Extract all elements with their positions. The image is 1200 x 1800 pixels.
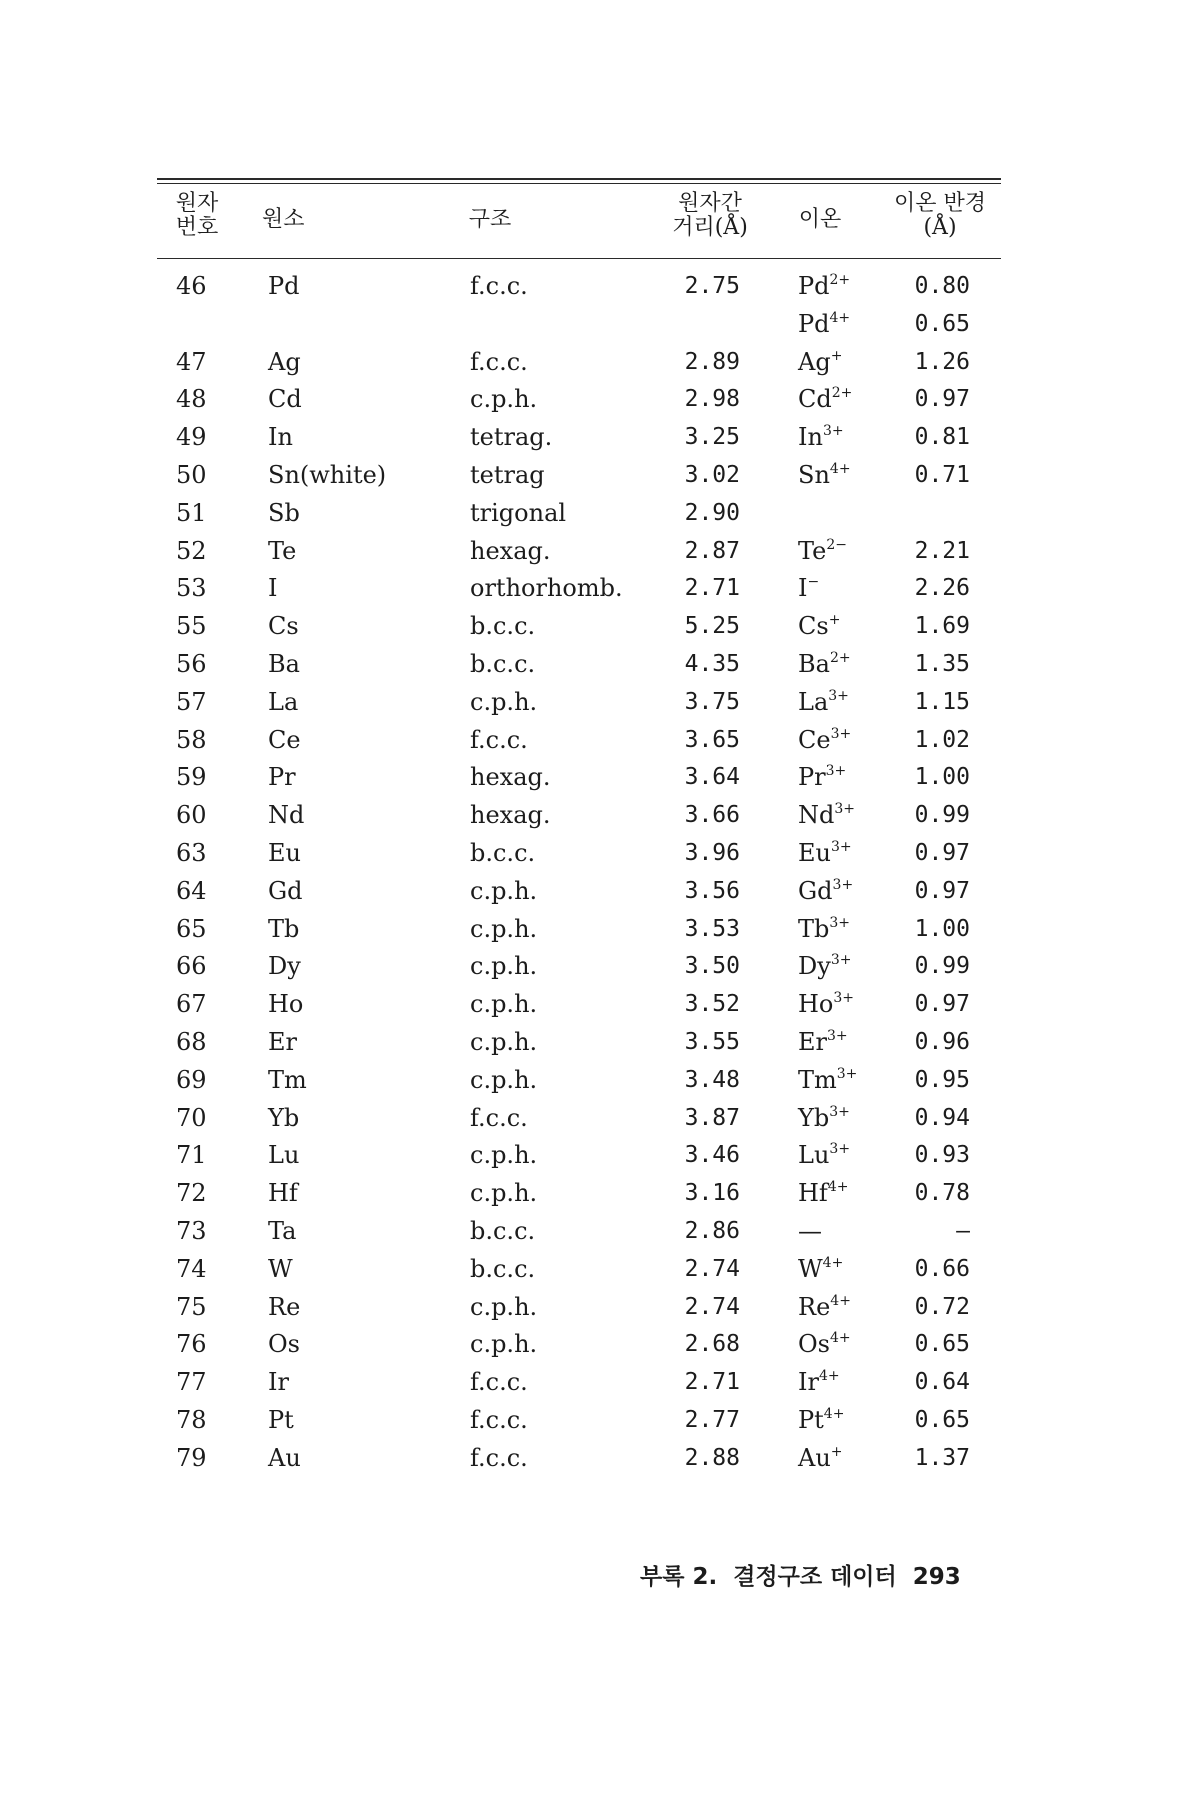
distance-cell: 2.71 [684,575,740,602]
radius-cell: 0.78 [914,1180,970,1207]
ion-cell: $Pd^{2+}$ [798,272,851,300]
ion-cell: Ag+ [798,347,843,376]
header-interatomic-distance: 원자간 거리(Å) [672,191,748,240]
structure-cell: f.c.c. [470,1443,528,1472]
atomic-number-cell: 52 [176,536,207,565]
ion-cell: $Yb^{3+}$ [798,1103,850,1132]
table-row [0,722,1200,760]
header-atomic-number: 원자 번호 [175,191,219,240]
radius-cell: 0.96 [914,1028,970,1055]
ion-cell: $In^{3+}$ [798,423,844,452]
distance-cell: 3.46 [684,1142,740,1169]
ion-charge: 3+ [830,725,852,742]
table-row [0,1062,1200,1100]
radius-cell: 2.21 [914,537,970,564]
table-row [0,608,1200,646]
table-row [0,419,1200,457]
atomic-number-cell: 69 [176,1065,207,1094]
distance-cell: 3.96 [684,839,740,866]
element-cell: Te [268,536,297,565]
structure-cell: hexag. [470,801,551,830]
distance-cell: 2.87 [684,537,740,564]
radius-cell: 0.95 [914,1066,970,1093]
table-row [0,1326,1200,1364]
ion-charge: + [830,347,843,364]
distance-cell: 2.68 [684,1331,740,1358]
table-row [0,344,1200,382]
element-cell: Hf [268,1179,298,1208]
structure-cell: c.p.h. [470,1027,538,1056]
ion-charge: 2+ [829,272,851,288]
ion-cell: $Ce^{3+}$ [798,725,852,754]
element-cell: In [268,423,293,452]
table-row [0,570,1200,608]
radius-cell: 0.94 [914,1104,970,1131]
ion-cell: $Ho^{3+}$ [798,990,855,1019]
radius-cell: 0.71 [914,461,970,488]
ion-charge: 3+ [832,876,854,893]
ion-cell: — [798,1216,822,1245]
atomic-number-cell: 57 [176,687,207,716]
ion-cell: $Eu^{3+}$ [798,838,852,867]
ion-cell: $Pd^{4+}$ [798,309,851,338]
element-cell: Pd [268,272,300,300]
ion-charge: 2+ [831,385,853,402]
table-row [0,759,1200,797]
ion-cell: $Pr^{3+}$ [798,763,847,792]
distance-cell: 3.02 [684,461,740,488]
atomic-number-cell: 76 [176,1330,207,1359]
ion-charge: 3+ [825,763,847,780]
table-row [0,306,1200,344]
distance-cell: 3.64 [684,764,740,791]
radius-cell: 0.65 [914,1331,970,1358]
distance-cell: 2.74 [684,1255,740,1282]
table-row [0,1402,1200,1440]
structure-cell: c.p.h. [470,876,538,905]
ion-charge: 3+ [829,1103,850,1120]
ion-cell: $La^{3+}$ [798,687,849,716]
atomic-number-cell: 67 [176,990,207,1019]
element-cell: Ce [268,725,301,754]
structure-cell: c.p.h. [470,385,538,414]
distance-cell: 3.25 [684,424,740,451]
radius-cell: 0.65 [914,310,970,337]
atomic-number-cell: 79 [176,1443,207,1472]
radius-cell: 1.35 [914,650,970,677]
ion-charge: 3+ [833,990,855,1007]
element-cell: Pt [268,1405,294,1434]
structure-cell: f.c.c. [470,272,528,300]
ion-cell: $Sn^{4+}$ [798,460,851,489]
radius-cell: 1.02 [914,726,970,753]
element-cell: Ir [268,1368,289,1397]
header-element: 원소 [262,207,305,232]
table-row [0,1289,1200,1327]
distance-cell: 3.52 [684,991,740,1018]
ion-charge: 4+ [829,309,851,326]
ion-charge: 2+ [829,649,851,666]
structure-cell: c.p.h. [470,1179,538,1208]
element-cell: Er [268,1027,297,1056]
atomic-number-cell: 75 [176,1292,207,1321]
header-bottom-rule [157,258,1001,259]
radius-cell: 1.37 [914,1444,970,1471]
element-cell: Cd [268,385,302,414]
distance-cell: 4.35 [684,650,740,677]
radius-cell: 0.97 [914,839,970,866]
atomic-number-cell: 64 [176,876,207,905]
radius-cell: 1.00 [914,915,970,942]
atomic-number-cell: 59 [176,763,207,792]
ion-cell: $Re^{4+}$ [798,1292,851,1321]
radius-cell: 0.97 [914,877,970,904]
distance-cell: 3.75 [684,688,740,715]
distance-cell: 3.65 [684,726,740,753]
element-cell: Tb [268,914,300,943]
structure-cell: b.c.c. [470,612,536,641]
structure-cell: f.c.c. [470,1405,528,1434]
page-footer [640,1558,1000,1591]
table-row [0,495,1200,533]
distance-cell: 2.89 [684,348,740,375]
atomic-number-cell: 53 [176,574,207,603]
distance-cell: 3.50 [684,953,740,980]
structure-cell: c.p.h. [470,952,538,981]
distance-cell: 2.77 [684,1406,740,1433]
structure-cell: c.p.h. [470,687,538,716]
atomic-number-cell: 71 [176,1141,207,1170]
ion-cell: $Ir^{4+}$ [798,1368,840,1397]
element-cell: Lu [268,1141,300,1170]
ion-charge: 4+ [818,1368,840,1385]
structure-cell: c.p.h. [470,1292,538,1321]
ion-charge: 4+ [829,460,851,477]
structure-cell: b.c.c. [470,1216,536,1245]
radius-cell: 1.00 [914,764,970,791]
element-cell: Ba [268,649,300,678]
ion-cell: $Er^{3+}$ [798,1027,848,1056]
radius-cell: 0.65 [914,1406,970,1433]
distance-cell: 2.71 [684,1369,740,1396]
distance-cell: 3.53 [684,915,740,942]
table-row [0,835,1200,873]
radius-cell: 1.15 [914,688,970,715]
element-cell: Sn(white) [268,460,387,489]
element-cell: Sb [268,498,300,527]
ion-charge: + [828,612,841,629]
structure-cell: c.p.h. [470,990,538,1019]
footer-title: 결정구조 데이터 [733,1564,897,1590]
structure-cell: f.c.c. [470,725,528,754]
radius-cell: 0.80 [914,273,970,299]
header-ionic-radius: 이온 반경 (Å) [893,191,986,240]
structure-cell: b.c.c. [470,649,536,678]
ion-cell: $Hf^{4+}$ [798,1179,849,1208]
table-row [0,1440,1200,1478]
ion-charge: 2− [826,536,847,553]
radius-cell: 0.99 [914,953,970,980]
distance-cell: 2.88 [684,1444,740,1471]
radius-cell: 0.81 [914,424,970,451]
structure-cell: f.c.c. [470,1368,528,1397]
atomic-number-cell: 70 [176,1103,207,1132]
ion-cell: $Gd^{3+}$ [798,876,854,905]
ion-cell: $Ba^{2+}$ [798,649,851,678]
radius-cell: — [956,1217,970,1244]
page-number: 293 [912,1564,961,1590]
radius-cell: 0.97 [914,386,970,413]
atomic-number-cell: 73 [176,1216,207,1245]
structure-cell: orthorhomb. [470,574,623,603]
distance-cell: 3.16 [684,1180,740,1207]
table-row [0,1251,1200,1289]
distance-cell: 3.87 [684,1104,740,1131]
ion-charge: 4+ [830,1292,851,1309]
radius-cell: 0.97 [914,991,970,1018]
ion-charge: 3+ [822,423,844,440]
atomic-number-cell: 47 [176,347,207,376]
structure-cell: c.p.h. [470,1330,538,1359]
atomic-number-cell: 65 [176,914,207,943]
header-structure: 구조 [468,207,512,232]
element-cell: La [268,687,299,716]
radius-cell: 1.26 [914,348,970,375]
structure-cell: f.c.c. [470,347,528,376]
element-cell: Cs [268,612,299,641]
structure-cell: b.c.c. [470,838,536,867]
structure-cell: hexag. [470,536,551,565]
element-cell: Yb [268,1103,300,1132]
ion-cell: $Tb^{3+}$ [798,914,851,943]
element-cell: W [268,1254,293,1283]
radius-cell: 1.69 [914,613,970,640]
table-row [0,381,1200,419]
ion-cell: $Cd^{2+}$ [798,385,853,414]
distance-cell: 3.48 [684,1066,740,1093]
ion-charge: 3+ [828,687,849,704]
structure-cell: hexag. [470,763,551,792]
atomic-number-cell: 77 [176,1368,207,1397]
footer-section: 부록 2. [640,1564,718,1590]
table-row [0,1175,1200,1213]
ion-charge: 4+ [827,1179,849,1196]
table-top-rule [157,178,1001,180]
distance-cell: 3.55 [684,1028,740,1055]
distance-cell: 5.25 [684,613,740,640]
atomic-number-cell: 78 [176,1405,207,1434]
table-row [0,1364,1200,1402]
structure-cell: c.p.h. [470,1141,538,1170]
structure-cell: b.c.c. [470,1254,536,1283]
atomic-number-cell: 58 [176,725,207,754]
radius-cell: 0.99 [914,802,970,829]
table-row [0,533,1200,571]
element-cell: Dy [268,952,301,981]
distance-cell: 2.86 [684,1217,740,1244]
ion-charge: 3+ [834,801,856,818]
ion-cell: $Dy^{3+}$ [798,952,852,981]
table-row [0,986,1200,1024]
table-row [0,268,1200,306]
distance-cell: 2.98 [684,386,740,413]
ion-charge: 3+ [830,838,852,855]
distance-cell: 3.66 [684,802,740,829]
atomic-number-cell: 68 [176,1027,207,1056]
ion-charge: 4+ [830,1330,851,1347]
ion-charge: 3+ [827,1027,848,1044]
ion-cell: $Tm^{3+}$ [798,1065,858,1094]
distance-cell: 2.90 [684,499,740,526]
header-ion: 이온 [798,207,842,232]
radius-cell: 2.26 [914,575,970,602]
ion-charge: 3+ [829,914,851,931]
ion-cell: I− [798,574,820,603]
ion-charge: 3+ [829,1141,851,1158]
radius-cell: 0.72 [914,1293,970,1320]
ion-charge: − [807,574,820,591]
atomic-number-cell: 63 [176,838,207,867]
element-cell: Au [268,1443,301,1472]
ion-charge: 4+ [822,1254,844,1271]
ion-charge: 4+ [823,1405,845,1422]
distance-cell: 3.56 [684,877,740,904]
atomic-number-cell: 60 [176,801,207,830]
table-row [0,684,1200,722]
element-cell: Nd [268,801,305,830]
atomic-number-cell: 66 [176,952,207,981]
ion-cell: $Lu^{3+}$ [798,1141,851,1170]
ion-charge: + [830,1443,843,1460]
element-cell: Ag [268,347,301,376]
table-row [0,948,1200,986]
table-row [0,797,1200,835]
table-row [0,1024,1200,1062]
atomic-number-cell: 74 [176,1254,207,1283]
table-row [0,1137,1200,1175]
table-row [0,1213,1200,1251]
crystal-data-table [0,268,1200,1478]
structure-cell: c.p.h. [470,1065,538,1094]
atomic-number-cell: 46 [176,272,207,300]
atomic-number-cell: 72 [176,1179,207,1208]
distance-cell: 2.75 [684,273,740,299]
table-row [0,911,1200,949]
ion-cell: Cs+ [798,612,841,641]
ion-charge: 3+ [836,1065,858,1082]
structure-cell: c.p.h. [470,914,538,943]
element-cell: Re [268,1292,301,1321]
structure-cell: f.c.c. [470,1103,528,1132]
element-cell: Pr [268,763,296,792]
ion-cell: $W^{4+}$ [798,1254,844,1283]
structure-cell: tetrag. [470,423,553,452]
element-cell: Os [268,1330,300,1359]
table-row [0,1100,1200,1138]
ion-charge: 3+ [830,952,852,969]
element-cell: Tm [268,1065,307,1094]
element-cell: Eu [268,838,301,867]
ion-cell: $Os^{4+}$ [798,1330,851,1359]
structure-cell: trigonal [470,498,567,527]
atomic-number-cell: 51 [176,498,207,527]
atomic-number-cell: 50 [176,460,207,489]
radius-cell: 0.64 [914,1369,970,1396]
element-cell: Gd [268,876,303,905]
element-cell: Ho [268,990,304,1019]
table-row [0,873,1200,911]
element-cell: Ta [268,1216,297,1245]
table-top-rule-thin [157,183,1001,184]
radius-cell: 0.93 [914,1142,970,1169]
element-cell: I [268,574,278,603]
atomic-number-cell: 48 [176,385,207,414]
structure-cell: tetrag [470,460,545,489]
atomic-number-cell: 56 [176,649,207,678]
table-row [0,457,1200,495]
radius-cell: 0.66 [914,1255,970,1282]
ion-cell: $Nd^{3+}$ [798,801,856,830]
distance-cell: 2.74 [684,1293,740,1320]
table-row [0,646,1200,684]
ion-cell: $Pt^{4+}$ [798,1405,845,1434]
atomic-number-cell: 49 [176,423,207,452]
ion-cell: Au+ [798,1443,843,1472]
ion-cell: $Te^{2-}$ [798,536,847,565]
atomic-number-cell: 55 [176,612,207,641]
